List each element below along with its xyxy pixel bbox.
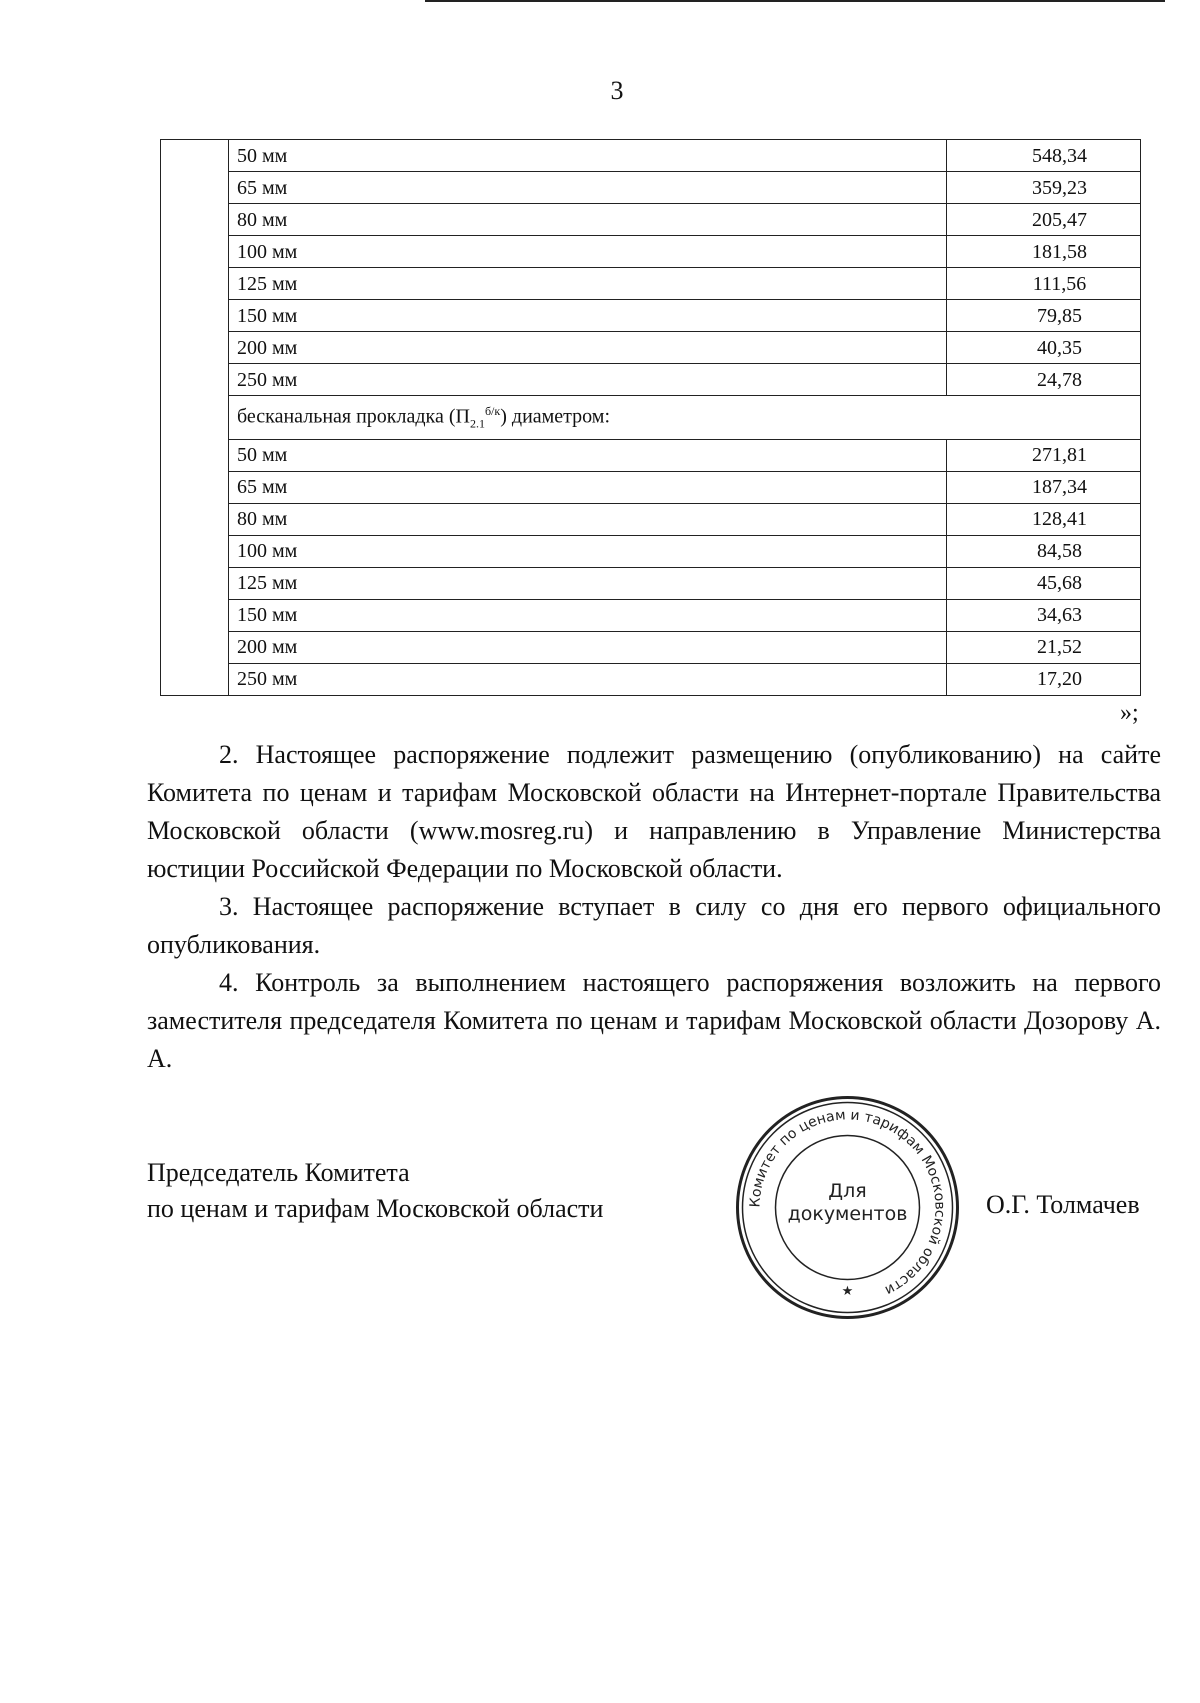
table-subheader-part: ) диаметром:	[500, 405, 610, 428]
order-paragraphs	[147, 736, 1161, 1078]
table-row	[161, 439, 1141, 471]
signer-name: О.Г. Толмачев	[986, 1190, 1140, 1219]
table-row	[161, 535, 1141, 567]
table-cell-diameter: 50 мм	[229, 140, 947, 172]
table-cell-diameter: 150 мм	[229, 599, 947, 631]
stamp-star-icon: ★	[841, 1283, 854, 1298]
table-subheader-part: бесканальная прокладка (П	[237, 405, 470, 428]
signature-title-line2: по ценам и тарифам Московской области	[147, 1194, 604, 1223]
paragraph-3: 3. Настоящее распоряжение вступает в силу со дня его первого официального опубликования.	[147, 892, 1161, 959]
table-subheader-part: б/к	[484, 404, 501, 418]
table-subheader	[229, 396, 1141, 440]
table-row	[161, 471, 1141, 503]
table-cell-value: 17,20	[947, 663, 1141, 695]
table-cell-value: 84,58	[947, 535, 1141, 567]
table-cell-diameter: 80 мм	[229, 204, 947, 236]
stamp-center-line2: документов	[787, 1203, 908, 1225]
signature-block	[147, 1155, 603, 1227]
stamp-ring-text: Комитет по ценам и тарифам Московской области	[747, 1107, 948, 1299]
table-cell-diameter: 65 мм	[229, 172, 947, 204]
table-cell-value: 79,85	[947, 300, 1141, 332]
table-row	[161, 140, 1141, 172]
table-cell-diameter: 125 мм	[229, 268, 947, 300]
table-cell-value: 128,41	[947, 503, 1141, 535]
top-border-line	[425, 0, 1165, 2]
closing-quote: »;	[1120, 700, 1139, 726]
table-cell-diameter: 250 мм	[229, 364, 947, 396]
table-row	[161, 332, 1141, 364]
table-blank-column	[161, 140, 229, 696]
table-row	[161, 204, 1141, 236]
table-cell-value: 548,34	[947, 140, 1141, 172]
table-cell-value: 181,58	[947, 236, 1141, 268]
table-row	[161, 172, 1141, 204]
paragraph-4: 4. Контроль за выполнением настоящего распоряжения возложить на первого заместителя председателя Комитета по ценам и тарифам Московской области Дозорову А. А.	[147, 968, 1161, 1073]
table-cell-value: 21,52	[947, 631, 1141, 663]
table-cell-diameter: 150 мм	[229, 300, 947, 332]
table-row	[161, 631, 1141, 663]
table-row	[161, 364, 1141, 396]
table-row	[161, 567, 1141, 599]
table-cell-diameter: 200 мм	[229, 631, 947, 663]
tariff-table	[160, 139, 1141, 696]
table-row	[161, 599, 1141, 631]
table-subheader-part: 2.1	[469, 416, 485, 431]
page-number: 3	[610, 76, 624, 105]
table-row	[161, 268, 1141, 300]
table-cell-diameter: 80 мм	[229, 503, 947, 535]
table-row	[161, 300, 1141, 332]
table-cell-value: 111,56	[947, 268, 1141, 300]
table-cell-diameter: 65 мм	[229, 471, 947, 503]
table-subheader-row	[161, 396, 1141, 440]
table-row	[161, 503, 1141, 535]
signature-title-line1: Председатель Комитета	[147, 1158, 410, 1187]
official-stamp	[735, 1095, 960, 1320]
table-row	[161, 236, 1141, 268]
table-cell-value: 34,63	[947, 599, 1141, 631]
table-cell-diameter: 125 мм	[229, 567, 947, 599]
table-row	[161, 663, 1141, 695]
table-cell-value: 205,47	[947, 204, 1141, 236]
table-cell-value: 45,68	[947, 567, 1141, 599]
table-cell-diameter: 100 мм	[229, 535, 947, 567]
table-cell-diameter: 100 мм	[229, 236, 947, 268]
table-cell-diameter: 50 мм	[229, 439, 947, 471]
table-cell-diameter: 250 мм	[229, 663, 947, 695]
table-cell-value: 359,23	[947, 172, 1141, 204]
table-cell-value: 40,35	[947, 332, 1141, 364]
stamp-center-line1: Для	[828, 1180, 867, 1202]
table-cell-value: 24,78	[947, 364, 1141, 396]
table-cell-value: 187,34	[947, 471, 1141, 503]
paragraph-2: 2. Настоящее распоряжение подлежит размещению (опубликованию) на сайте Комитета по ценам и тарифам Московской области на Интернет-портале Правительства Московской области (www.mosreg.ru) и направлению в Управление Министерства юстиции Российской Федерации по Московской области.	[147, 740, 1161, 883]
table-cell-value: 271,81	[947, 439, 1141, 471]
table-cell-diameter: 200 мм	[229, 332, 947, 364]
